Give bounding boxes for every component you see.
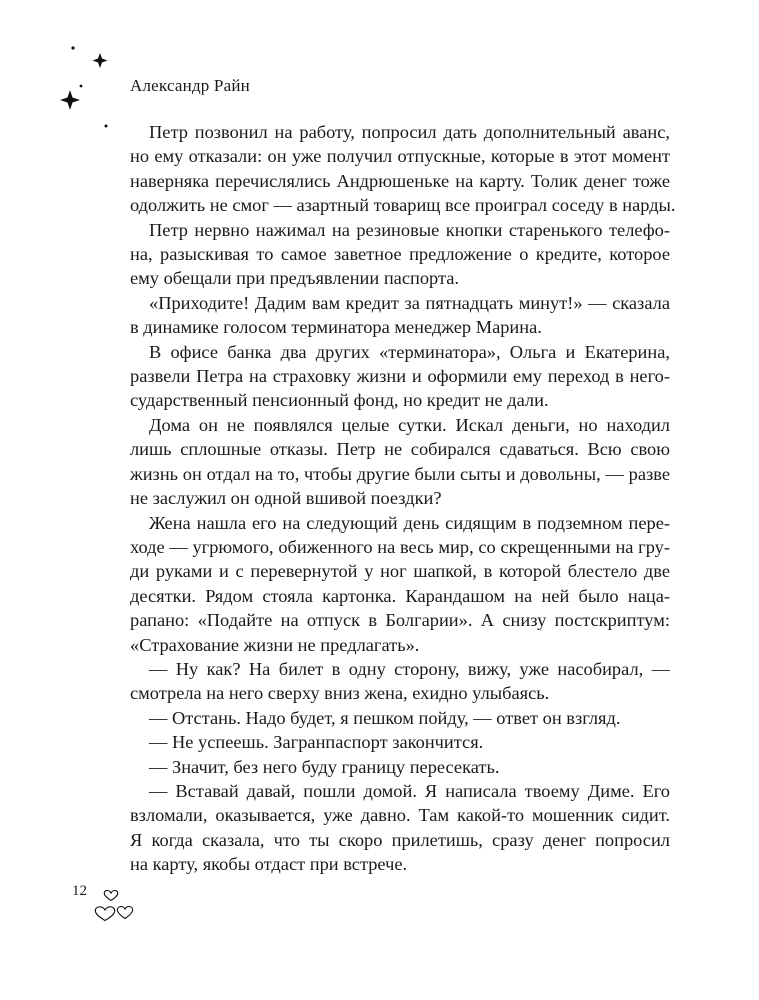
paragraph-line: взломали, оказывается, уже давно. Там какой-то мошенник сидит. — [130, 805, 670, 826]
paragraph-line: — Ну как? На билет в одну сторону, вижу, уже насобирал, — — [149, 658, 670, 679]
paragraph-line: в динамике голосом терминатора менеджер Марина. — [130, 317, 542, 338]
main-text — [130, 120, 676, 877]
paragraph-line: сударственный пенсионный фонд, но кредит не дали. — [130, 390, 549, 411]
paragraph-line: развели Петра на страховку жизни и оформили ему переход в него- — [130, 366, 670, 387]
paragraph-line: — Отстань. Надо будет, я пешком пойду, — ответ он взгляд. — [149, 707, 621, 728]
paragraph-line: Дома он не появлялся целые сутки. Искал деньги, но находил — [149, 414, 670, 435]
paragraph-line: — Вставай давай, пошли домой. Я написала твоему Диме. Его — [149, 780, 670, 801]
paragraph-line: «Страхование жизни не предлагать». — [130, 634, 420, 655]
paragraph-line: рапано: «Подайте на отпуск в Болгарии». А снизу постскриптум: — [130, 610, 670, 631]
paragraph-line: — Не успеешь. Загранпаспорт закончится. — [149, 732, 484, 753]
paragraph-line: Жена нашла его на следующий день сидящим в подземном пере- — [149, 512, 670, 533]
paragraph-line: ему обещали при предъявлении паспорта. — [130, 268, 460, 289]
paragraph-line: ди руками и с перевернутой у ног шапкой, в которой блестело две — [130, 561, 670, 582]
paragraph-line: — Значит, без него буду границу пересекать. — [149, 756, 500, 777]
paragraph-line: лишь сплошные отказы. Петр не собирался сдаваться. Всю свою — [130, 439, 670, 460]
paragraph-line: смотрела на него сверху вниз жена, ехидно улыбаясь. — [130, 683, 550, 704]
paragraph-line: В офисе банка два других «терминатора», Ольга и Екатерина, — [149, 341, 670, 362]
paragraph-line: не заслужил он одной вшивой поездки? — [130, 488, 442, 509]
running-header-author: Александр Райн — [130, 76, 250, 95]
sparkle-stars-icon — [55, 38, 125, 138]
paragraph-line: наверняка перечислялись Андрюшеньке на карту. Толик денег тоже — [130, 170, 670, 191]
paragraph-line: Петр нервно нажимал на резиновые кнопки старенького телефо- — [149, 219, 670, 240]
paragraph-line: Петр позвонил на работу, попросил дать дополнительный аванс, — [149, 122, 670, 142]
paragraph-line: одолжить не смог — азартный товарищ все проиграл соседу в нарды. — [130, 195, 676, 216]
page-number: 12 — [72, 883, 87, 899]
paragraph-line: «Приходите! Дадим вам кредит за пятнадцать минут!» — сказала — [149, 292, 670, 313]
hearts-icon — [88, 880, 140, 924]
paragraph-line: на карту, якобы отдаст при встрече. — [130, 854, 408, 875]
paragraph-line: на, разыскивая то самое заветное предложение о кредите, которое — [130, 244, 670, 265]
paragraph-line: десятки. Рядом стояла картонка. Карандашом на ней было наца- — [130, 585, 670, 606]
paragraph-line: Я когда сказала, что ты скоро прилетишь, сразу денег попросил — [130, 829, 670, 850]
paragraph-line: но ему отказали: он уже получил отпускные, которые в этот момент — [130, 146, 670, 167]
paragraph-line: жизнь он отдал на то, чтобы другие были сыты и довольны, — разве — [130, 463, 670, 484]
paragraph-line: ходе — угрюмого, обиженного на весь мир, со скрещенными на гру- — [130, 536, 670, 557]
